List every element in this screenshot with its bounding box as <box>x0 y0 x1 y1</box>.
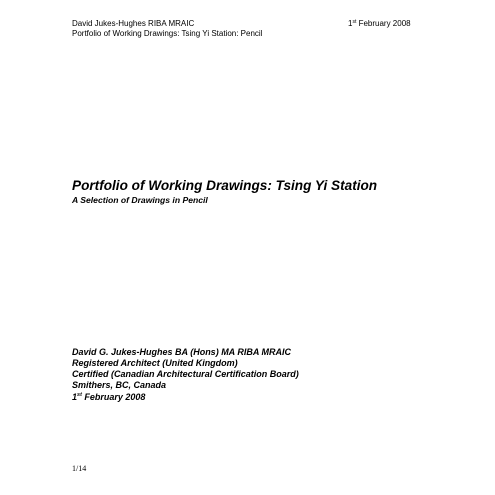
header-date-rest: February 2008 <box>356 19 411 28</box>
author-name: David G. Jukes-Hughes BA (Hons) MA RIBA MRAIC <box>72 347 292 357</box>
document-date-day: 1 <box>72 392 78 402</box>
author-location: Smithers, BC, Canada <box>72 380 167 390</box>
author-credentials <box>72 347 299 391</box>
document-date-suffix: st <box>77 392 82 398</box>
header-subtitle: Portfolio of Working Drawings: Tsing Yi Station: Pencil <box>72 29 263 38</box>
author-certification: Certified (Canadian Architectural Certification Board) <box>72 369 299 379</box>
page-number: 1/14 <box>72 464 87 473</box>
header-date-suffix: st <box>352 19 357 25</box>
document-date <box>72 392 145 403</box>
running-header-left <box>72 19 262 39</box>
header-author: David Jukes-Hughes RIBA MRAIC <box>72 19 195 28</box>
document-date-rest: February 2008 <box>81 392 146 402</box>
document-subtitle: A Selection of Drawings in Pencil <box>72 195 208 205</box>
header-date <box>348 19 411 29</box>
header-date-day: 1 <box>348 19 353 28</box>
author-registration: Registered Architect (United Kingdom) <box>72 358 238 368</box>
document-title: Portfolio of Working Drawings: Tsing Yi Station <box>72 178 378 193</box>
